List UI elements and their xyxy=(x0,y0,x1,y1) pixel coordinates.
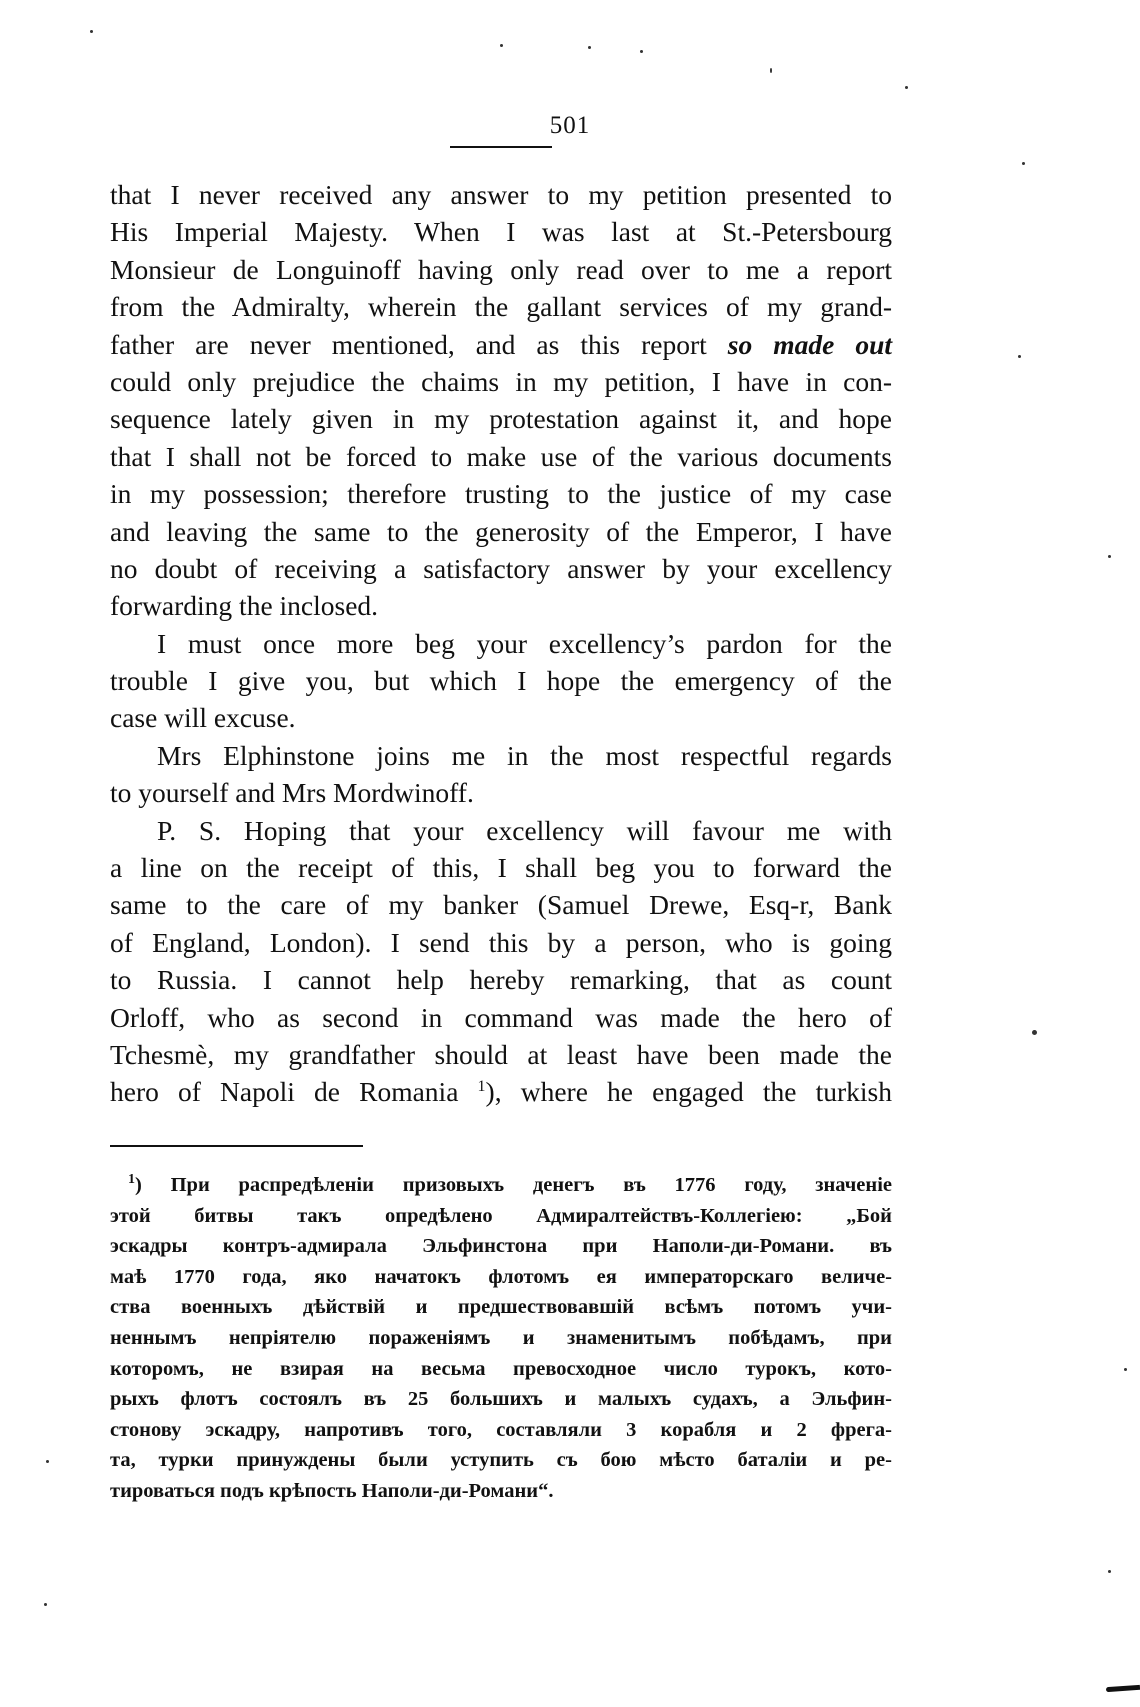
body-line-7: sequence lately given in my protestation against it, and hope xyxy=(110,403,892,435)
scan-speck xyxy=(1124,1368,1127,1371)
scan-speck xyxy=(1108,555,1111,558)
scan-speck xyxy=(90,30,93,33)
page-number-rule xyxy=(450,146,552,148)
body-line-4: from the Admiralty, wherein the gallant services of my grand- xyxy=(110,291,892,323)
body-line-22: to Russia. I cannot help hereby remarking, that as count xyxy=(110,964,892,996)
scan-speck xyxy=(1108,1570,1111,1573)
body-line-6: could only prejudice the chaims in my petition, I have in con- xyxy=(110,365,892,397)
body-line-23: Orloff, who as second in command was made the hero of xyxy=(110,1001,892,1033)
body-line-5 xyxy=(110,326,892,363)
body-line-15: case will excuse. xyxy=(110,702,296,734)
scan-edge-mark xyxy=(1106,1685,1140,1692)
footnote xyxy=(110,1170,892,1507)
page-number: 501 xyxy=(549,112,591,139)
footnote-line-1 xyxy=(110,1170,892,1201)
scan-speck xyxy=(905,86,908,89)
scan-speck xyxy=(588,46,591,49)
body-line-5-emphasis: so made out xyxy=(727,328,893,360)
scan-speck xyxy=(1032,1030,1037,1035)
footnote-line-3: эскадры контръ-адмирала Эльфинстона при Наполи-ди-Романи. въ xyxy=(110,1235,892,1258)
scan-speck xyxy=(44,1603,47,1606)
scan-speck xyxy=(770,68,772,73)
body-line-10: and leaving the same to the generosity of the Emperor, I have xyxy=(110,515,892,547)
body-line-19: a line on the receipt of this, I shall beg you to forward the xyxy=(110,852,892,884)
body-line-1: that I never received any answer to my petition presented to xyxy=(110,179,892,210)
body-line-14: trouble I give you, but which I hope the emergency of the xyxy=(110,665,892,697)
footnote-line-7: которомъ, не взирая на весьма превосходное число турокъ, кото- xyxy=(110,1357,892,1380)
footnote-rule xyxy=(110,1145,363,1147)
footnote-marker: 1 xyxy=(128,1172,135,1188)
body-line-2: His Imperial Majesty. When I was last at St.-Petersbourg xyxy=(110,216,892,248)
body-line-20: same to the care of my banker (Samuel Drewe, Esq-r, Bank xyxy=(110,889,892,921)
footnote-line-2: этой битвы такъ опредѣлено Адмиралтействъ-Коллегіею: „Бой xyxy=(110,1204,892,1227)
scan-speck xyxy=(1018,355,1021,358)
body-line-24: Tchesmè, my grandfather should at least have been made the xyxy=(110,1038,892,1070)
body-line-12: forwarding the inclosed. xyxy=(110,590,379,622)
scan-speck xyxy=(46,1460,49,1463)
footnote-line-5: ства военныхъ дѣйствій и предшествовавшій всѣмъ потомъ учи- xyxy=(110,1296,892,1319)
footnote-line-11: тироваться подъ крѣпость Наполи-ди-Романи“. xyxy=(110,1479,554,1502)
body-line-5-text: father are never mentioned, and as this report xyxy=(110,328,707,360)
footnote-line-4: маѣ 1770 года, яко начатокъ флотомъ ея императорскаго величе- xyxy=(110,1265,892,1288)
body-line-25-text: hero of Napoli de Romania xyxy=(110,1076,459,1108)
body-line-21: of England, London). I send this by a person, who is going xyxy=(110,926,892,958)
footnote-reference: 1 xyxy=(477,1078,486,1096)
body-line-13: I must once more beg your excellency’s pardon for the xyxy=(157,627,892,659)
footnote-line-1-text: ) При распредѣленіи призовыхъ денегъ въ 1776 году, значеніе xyxy=(135,1174,892,1196)
footnote-line-6: неннымъ непріятелю пораженіямъ и знаменитымъ побѣдамъ, при xyxy=(110,1326,892,1349)
body-line-25-tail: ), where he engaged the turkish xyxy=(485,1076,892,1108)
body-line-9: in my possession; therefore trusting to the justice of my case xyxy=(110,478,892,510)
letter-body xyxy=(110,176,892,1111)
body-line-18: P. S. Hoping that your excellency will favour me with xyxy=(157,814,892,846)
body-line-25 xyxy=(110,1073,892,1110)
scan-speck xyxy=(640,50,643,53)
footnote-line-8: рыхъ флотъ состоялъ въ 25 большихъ и малыхъ судахъ, а Эльфин- xyxy=(110,1388,892,1411)
body-line-11: no doubt of receiving a satisfactory answer by your excellency xyxy=(110,552,892,584)
scan-speck xyxy=(500,44,503,47)
footnote-line-10: та, турки принуждены были уступить съ бою мѣсто баталіи и ре- xyxy=(110,1449,892,1472)
footnote-line-9: стонову эскадру, напротивъ того, составляли 3 корабля и 2 фрега- xyxy=(110,1418,892,1441)
body-line-3: Monsieur de Longuinoff having only read over to me a report xyxy=(110,253,892,285)
scan-speck xyxy=(1022,162,1025,165)
body-line-16: Mrs Elphinstone joins me in the most respectful regards xyxy=(157,739,892,771)
body-line-8: that I shall not be forced to make use of the various documents xyxy=(110,440,892,472)
body-line-17: to yourself and Mrs Mordwinoff. xyxy=(110,777,474,809)
